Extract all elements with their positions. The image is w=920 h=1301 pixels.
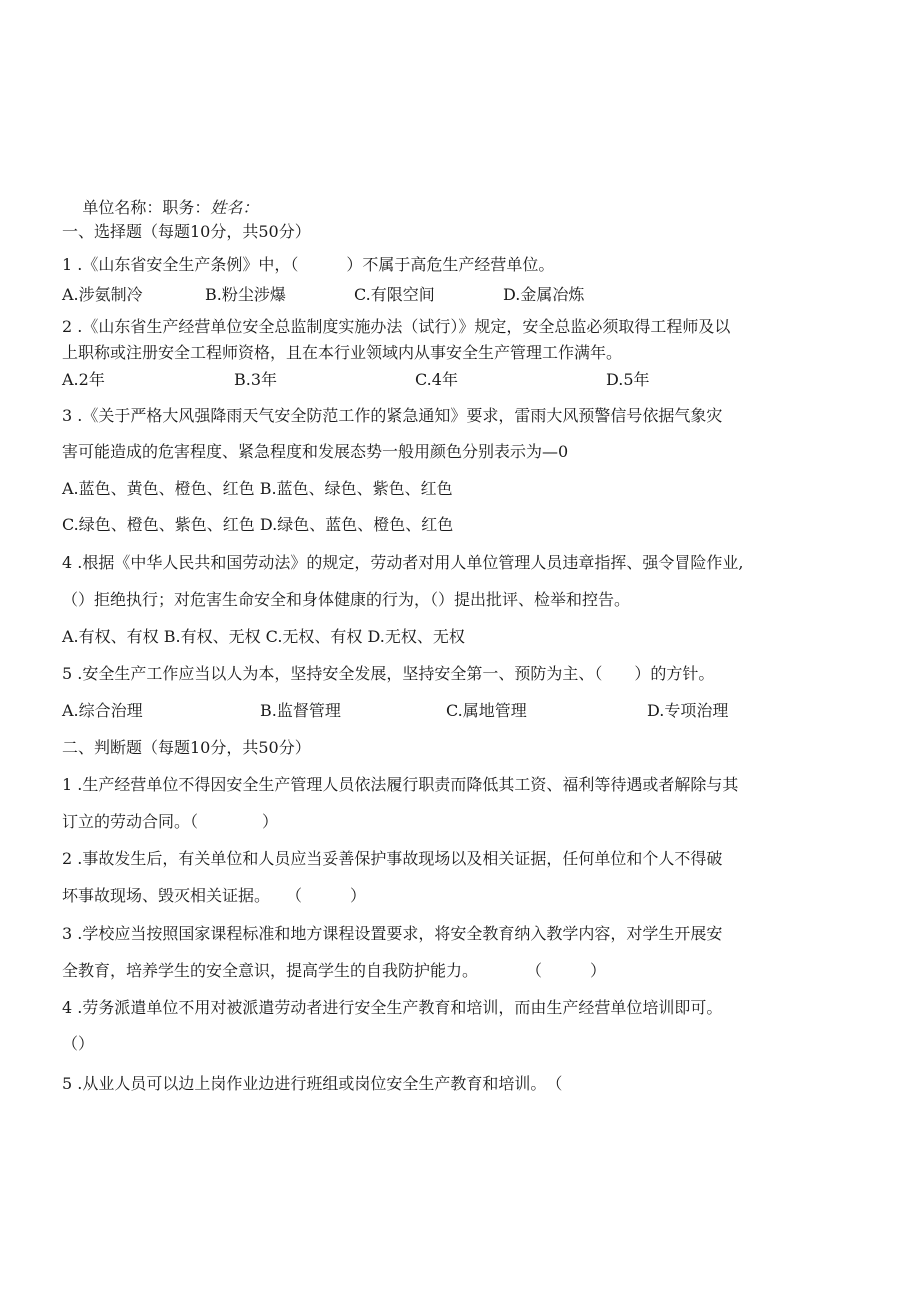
tf1-text-line2: 订立的劳动合同。（ ） [62, 812, 279, 831]
q3-text-line2: 害可能造成的危害程度、紧急程度和发展态势一般用颜色分别表示为—0 [62, 442, 569, 461]
q4-options-line: A.有权、有权 B.有权、无权 C.无权、有权 D.无权、无权 [62, 627, 465, 646]
q3-text-line1: 3 .《关于严格大风强降雨天气安全防范工作的紧急通知》要求，雷雨大风预警信号依据气象灾 [62, 406, 723, 425]
section1-title: 一、选择题（每题10分，共50分） [62, 222, 311, 241]
q2-text-line1: 2 .《山东省生产经营单位安全总监制度实施办法（试行）》规定，安全总监必须取得工程师及以 [62, 317, 731, 336]
q2-option-d: D.5年 [606, 370, 650, 389]
q2-text-line2: 上职称或注册安全工程师资格，且在本行业领域内从事安全生产管理工作满年。 [62, 343, 623, 362]
tf2-text-line2: 坏事故现场、毁灭相关证据。 （ ） [62, 886, 367, 905]
q1-text: 1 .《山东省安全生产条例》中，（ ）不属于高危生产经营单位。 [62, 255, 555, 274]
tf3-text-line1: 3 .学校应当按照国家课程标准和地方课程设置要求，将安全教育纳入教学内容，对学生开展安 [62, 924, 723, 943]
q1-option-d: D.金属冶炼 [503, 285, 585, 304]
q2-option-c: C.4年 [415, 370, 458, 389]
q3-options-line2: C.绿色、橙色、紫色、红色 D.绿色、蓝色、橙色、红色 [62, 515, 454, 534]
q5-option-a: A.综合治理 [62, 701, 143, 720]
tf4-text-line2: （） [62, 1034, 95, 1053]
position-label: 职务： [162, 198, 211, 217]
q5-option-c: C.属地管理 [446, 701, 527, 720]
q5-option-d: D.专项治理 [647, 701, 729, 720]
tf2-text-line1: 2 .事故发生后，有关单位和人员应当妥善保护事故现场以及相关证据，任何单位和个人不得破 [62, 849, 723, 868]
q4-text-line2: （）拒绝执行；对危害生命安全和身体健康的行为，（）提出批评、检举和控告。 [62, 590, 631, 609]
q2-option-a: A.2年 [62, 370, 105, 389]
tf4-text-line1: 4 .劳务派遣单位不用对被派遣劳动者进行安全生产教育和培训，而由生产经营单位培训即可。 [62, 998, 723, 1017]
q1-option-c: C.有限空间 [354, 285, 435, 304]
tf5-text: 5 .从业人员可以边上岗作业边进行班组或岗位安全生产教育和培训。 （ [62, 1074, 563, 1093]
q2-option-b: B.3年 [234, 370, 278, 389]
q1-option-b: B.粉尘涉爆 [205, 285, 286, 304]
tf1-text-line1: 1 .生产经营单位不得因安全生产管理人员依法履行职责而降低其工资、福利等待遇或者解除与其 [62, 775, 739, 794]
q3-options-line1: A.蓝色、黄色、橙色、红色 B.蓝色、绿色、紫色、红色 [62, 479, 453, 498]
q5-text: 5 .安全生产工作应当以人为本，坚持安全发展，坚持安全第一、预防为主、（ ）的方针。 [62, 664, 715, 683]
tf3-text-line2: 全教育，培养学生的安全意识，提高学生的自我防护能力。 （ ） [62, 961, 607, 980]
q1-option-a: A.涉氨制冷 [62, 285, 143, 304]
section2-title: 二、判断题（每题10分，共50分） [62, 738, 311, 757]
q5-option-b: B.监督管理 [260, 701, 341, 720]
name-label: 姓名： [210, 198, 259, 217]
q4-text-line1: 4 .根据《中华人民共和国劳动法》的规定，劳动者对用人单位管理人员违章指挥、强令冒险作业, [62, 553, 744, 572]
unit-name-label: 单位名称： [82, 198, 163, 217]
